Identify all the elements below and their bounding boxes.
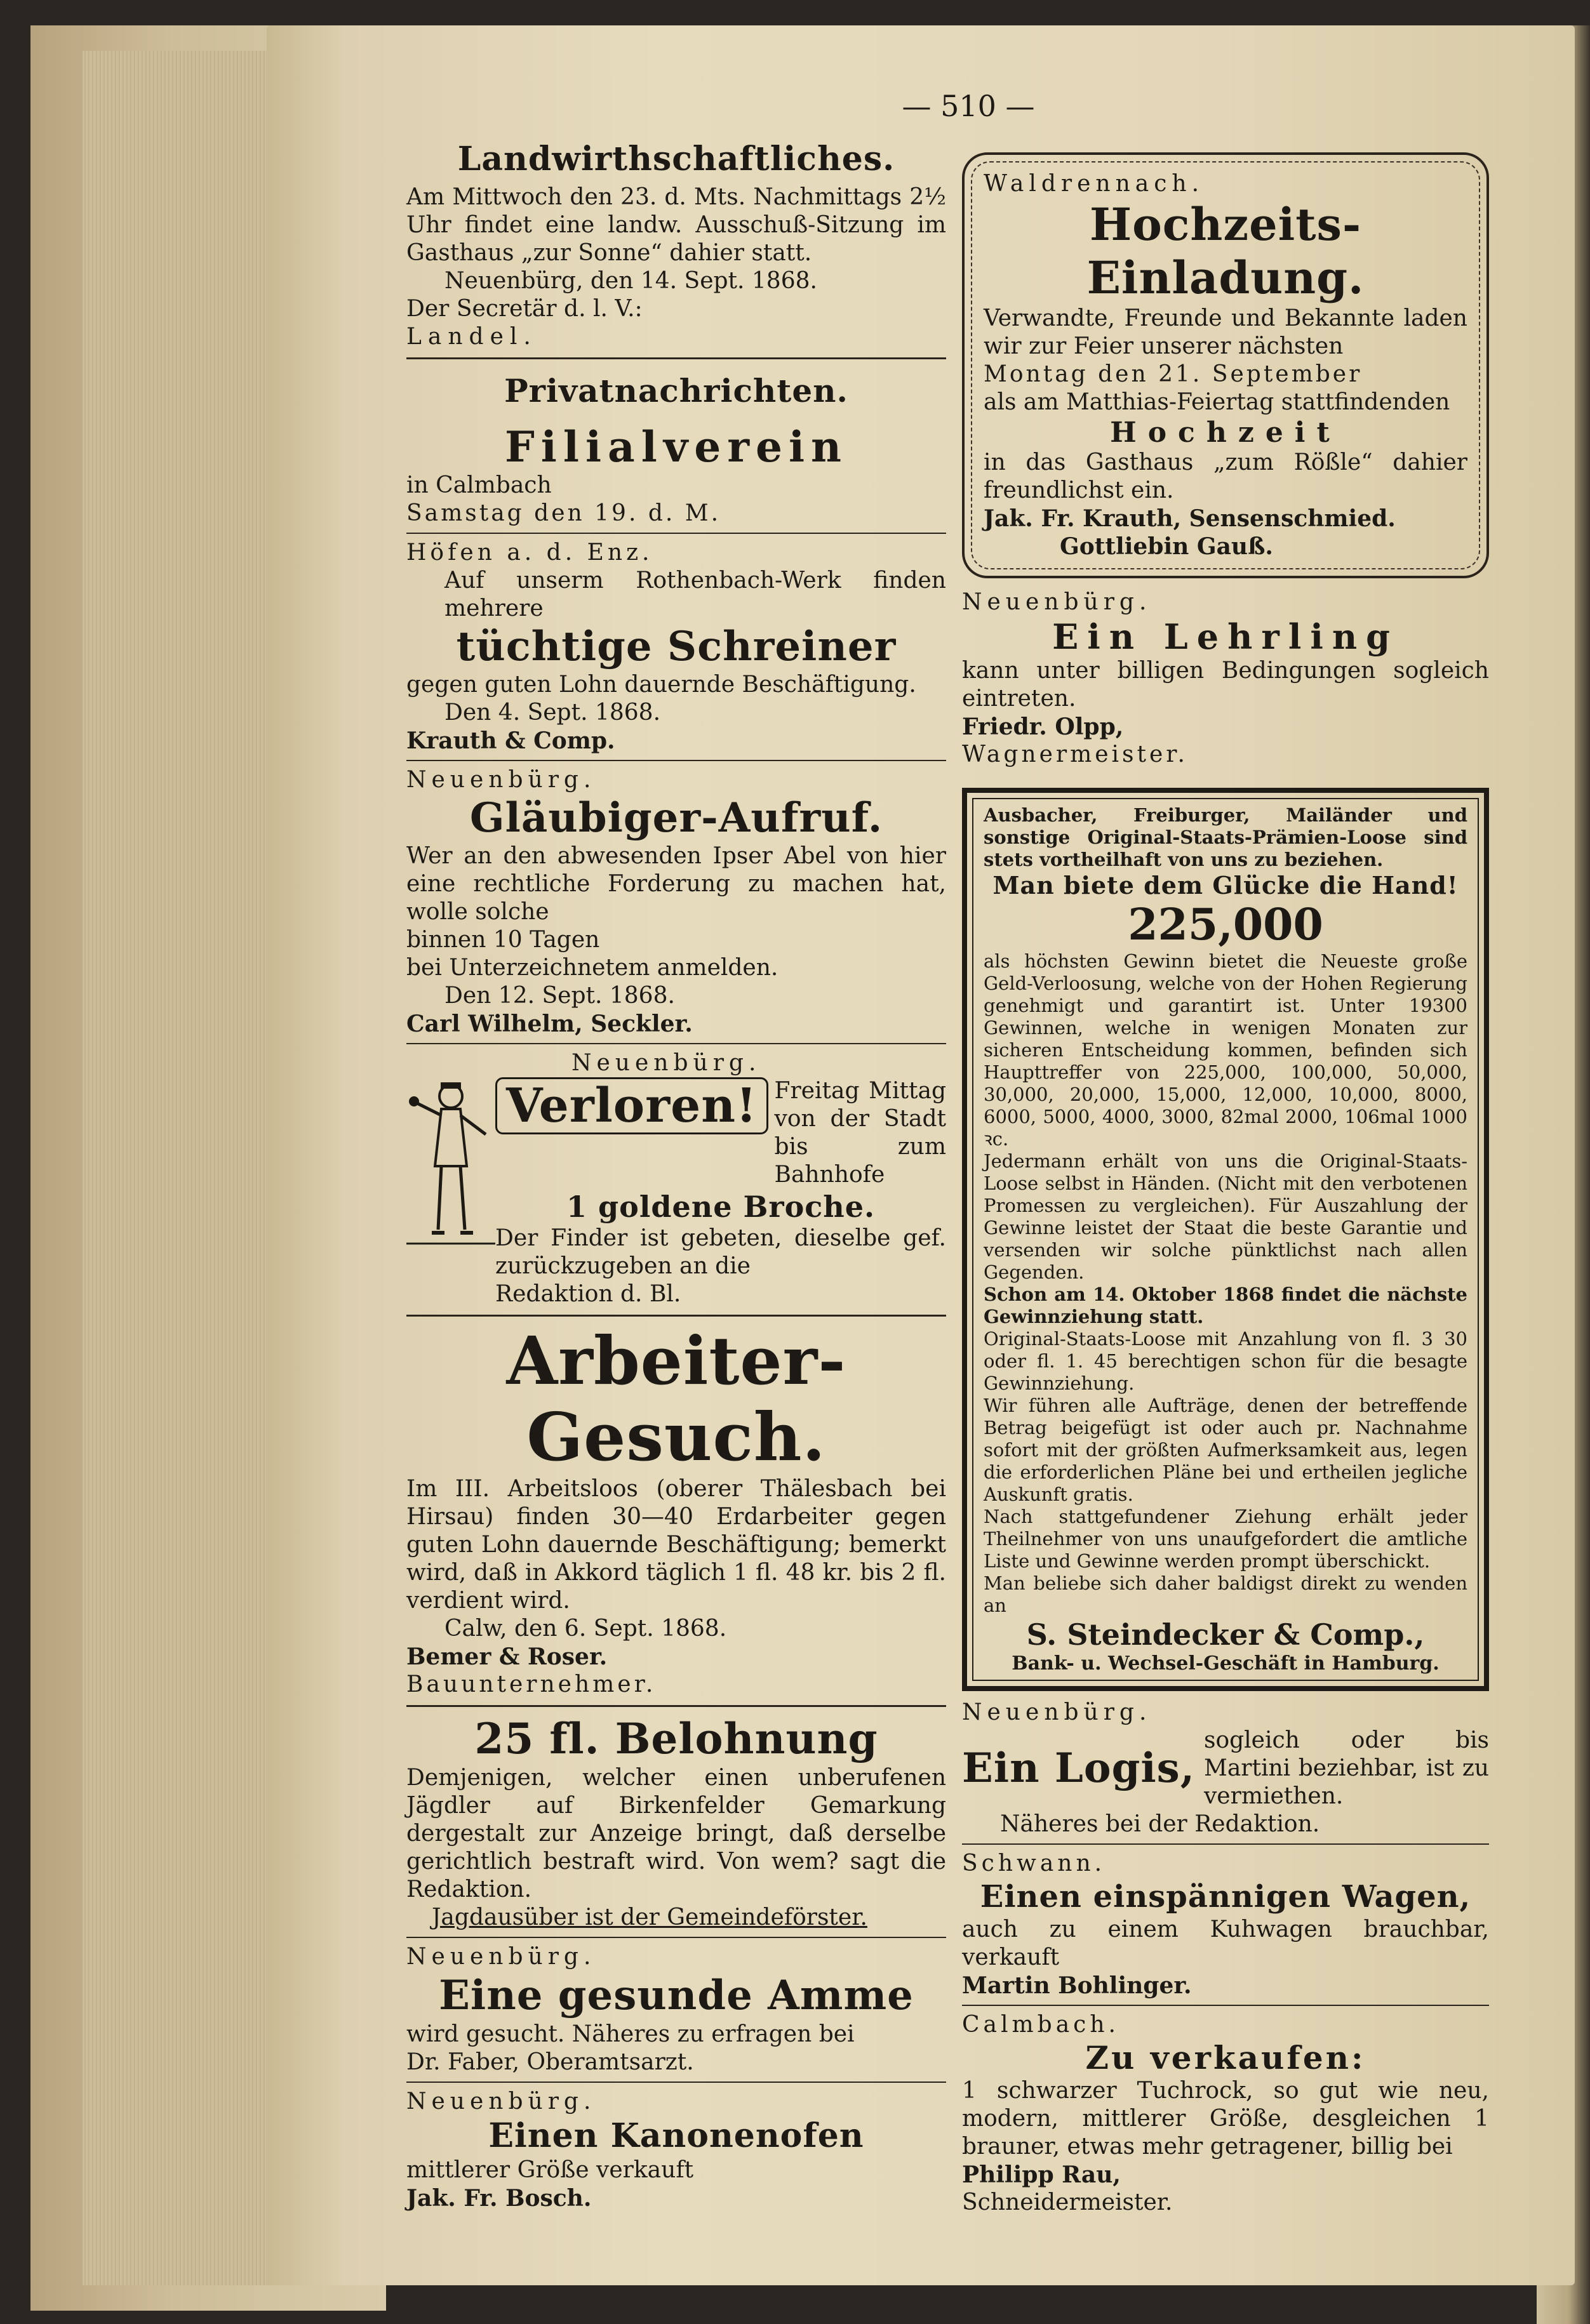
divider (406, 1705, 946, 1707)
right-column (962, 127, 1489, 2217)
divider (406, 533, 946, 534)
hochzeit-title: Hochzeits-Einladung. (1086, 198, 1365, 304)
divider (406, 357, 946, 359)
ofen-place: Neuenbürg. (406, 2088, 596, 2115)
hochzeit-sig2: Gottliebin Gauß. (1060, 533, 1273, 560)
privat-heading: Privatnachrichten. (504, 372, 848, 409)
logis-text: sogleich oder bis Martini beziehbar, ist zu vermiethen. (1203, 1727, 1489, 1809)
belohnung-text: Demjenigen, welcher einen unberufenen Jägdler auf Birkenfelder Gemarkung dergestalt zur Anzeige bringt, daß derselbe gerichtlich bestraft wird. Von wem? sagt die Redaktion. (406, 1765, 946, 1902)
glaeubiger-date: Den 12. Sept. 1868. (444, 983, 675, 1009)
landw-sig2: Landel. (406, 324, 537, 350)
verkaufen-title: Zu verkaufen: (1085, 2039, 1366, 2076)
wagen-place: Schwann. (962, 1850, 1106, 1876)
ofen-title: Einen Kanonenofen (488, 2116, 864, 2155)
notice-wagen (962, 1850, 1489, 2000)
logis-title: Ein Logis, (962, 1744, 1195, 1792)
hochzeit-date: Montag den 21. September (984, 361, 1363, 387)
hochzeit-text3: in das Gasthaus „zum Rößle“ dahier freundlichst ein. (984, 449, 1467, 503)
amme-title: Eine gesunde Amme (439, 1972, 914, 2019)
verloren-sig: Redaktion d. Bl. (495, 1281, 681, 1307)
verloren-box: Verloren! (495, 1077, 768, 1134)
notice-filialverein (406, 422, 946, 528)
town-crier-illustration (406, 1077, 495, 1249)
notice-belohnung (406, 1713, 946, 1932)
filial-line1: in Calmbach (406, 472, 552, 498)
glaeubiger-center: binnen 10 Tagen (406, 927, 600, 953)
lotterie-amount: 225,000 (1128, 900, 1323, 950)
schreiner-text1: Auf unserm Rothenbach-Werk finden mehrere (444, 568, 946, 621)
glaeubiger-text: Wer an den abwesenden Ipser Abel von hier eine rechtliche Forderung zu machen hat, wolle solche (406, 843, 946, 925)
notice-kanonenofen (406, 2088, 946, 2212)
hochzeit-text2: als am Matthias-Feiertag stattfindenden (984, 389, 1450, 415)
lotterie-p4: Original-Staats-Loose mit Anzahlung von fl. 3 30 oder fl. 1. 45 berechtigen schon für die besagte Gewinnziehung. (984, 1328, 1467, 1394)
notice-verkaufen (962, 2011, 1489, 2217)
belohnung-sig: Jagdausüber ist der Gemeindeförster. (432, 1904, 867, 1930)
ofen-text: mittlerer Größe verkauft (406, 2157, 694, 2183)
verkaufen-text: 1 schwarzer Tuchrock, so gut wie neu, modern, mittlerer Größe, desgleichen 1 brauner, etwas mehr getragener, billig bei (962, 2078, 1489, 2160)
wagen-sig: Martin Bohlinger. (962, 1972, 1192, 1999)
arbeiter-text: Im III. Arbeitsloos (oberer Thälesbach bei Hirsau) finden 30—40 Erdarbeiter gegen guten Lohn dauernde Beschäftigung; bemerkt wird, daß in Akkord täglich 1 fl. 48 kr. bis 2 fl. verdient wird. (406, 1476, 946, 1614)
lehrling-text: kann unter billigen Bedingungen sogleich eintreten. (962, 658, 1489, 712)
lotterie-p1: als höchsten Gewinn bietet die Neueste große Geld-Verloosung, welche von der Hohen Regierung genehmigt und garantirt ist. Unter 19300 Gewinnen, welche in wenigen Monaten zur sicheren Entscheidung kommen, befinden sich Haupttreffer von 225,000, 100,000, 50,000, 30,000, 20,000, 15,000, 12,000, 10,000, 8000, 6000, 5000, 4000, 3000, 82mal 2000, 106mal 1000 ꝛc. (984, 950, 1467, 1150)
schreiner-sig: Krauth & Comp. (406, 727, 615, 754)
hochzeit-place: Waldrennach. (984, 171, 1205, 197)
schreiner-date: Den 4. Sept. 1868. (444, 700, 661, 726)
amme-text: wird gesucht. Näheres zu erfragen bei (406, 2021, 855, 2047)
divider (406, 760, 946, 761)
hochzeit-sig1: Jak. Fr. Krauth, Sensenschmied. (984, 505, 1396, 532)
notice-glaeubiger (406, 766, 946, 1038)
notice-schreiner (406, 539, 946, 755)
notice-arbeiter-gesuch (406, 1323, 946, 1699)
lehrling-title: Ein Lehrling (1052, 616, 1399, 657)
glaeubiger-place: Neuenbürg. (406, 767, 596, 793)
notice-amme (406, 1943, 946, 2076)
glaeubiger-text2: bei Unterzeichnetem anmelden. (406, 955, 778, 981)
landw-date: Neuenbürg, den 14. Sept. 1868. (444, 268, 817, 294)
notice-logis (962, 1699, 1489, 1838)
lotterie-p2: Jedermann erhält von uns die Original-Staats-Loose selbst in Händen. (Nicht mit den verbotenen Promessen zu vergleichen). Für Auszahlung der Gewinne leistet der Staat die beste Garantie und versenden wir solche pünktlichst nach allen Gegenden. (984, 1150, 1467, 1283)
notice-hochzeit (962, 152, 1489, 578)
verkaufen-sig2: Schneidermeister. (962, 2189, 1173, 2215)
landw-text: Am Mittwoch den 23. d. Mts. Nachmittags 2½ Uhr findet eine landw. Ausschuß-Sitzung im Gasthaus „zur Sonne“ dahier statt. (406, 184, 946, 266)
notice-lotterie (962, 788, 1489, 1691)
amme-place: Neuenbürg. (406, 1944, 596, 1970)
verkaufen-sig1: Philipp Rau, (962, 2161, 1121, 2188)
arbeiter-date: Calw, den 6. Sept. 1868. (444, 1616, 727, 1642)
lotterie-p6: Nach stattgefundener Ziehung erhält jeder Theilnehmer von uns unaufgefordert die amtliche Liste und Gewinne werden prompt überschickt. (984, 1506, 1467, 1572)
landw-heading: Landwirthschaftliches. (457, 140, 895, 178)
divider (406, 1937, 946, 1938)
logis-text2: Näheres bei der Redaktion. (1000, 1811, 1320, 1837)
lotterie-lead: Ausbacher, Freiburger, Mailänder und sonstige Original-Staats-Prämien-Loose sind stets vortheilhaft von uns zu beziehen. (984, 804, 1467, 870)
notice-lehrling (962, 588, 1489, 769)
hochzeit-word: Hochzeit (1110, 416, 1341, 449)
arbeiter-sig2: Bauunternehmer. (406, 1671, 657, 1697)
wagen-text: auch zu einem Kuhwagen brauchbar, verkauft (962, 1916, 1489, 1970)
glaeubiger-sig: Carl Wilhelm, Seckler. (406, 1011, 693, 1037)
page-number: — 510 — (902, 89, 1035, 123)
divider (962, 1843, 1489, 1845)
verloren-text2: Der Finder ist gebeten, dieselbe gef. zurückzugeben an die (495, 1225, 946, 1279)
notice-verloren (406, 1049, 946, 1308)
verloren-place: Neuenbürg. (571, 1050, 761, 1076)
glaeubiger-title: Gläubiger-Aufruf. (469, 794, 883, 842)
lehrling-place: Neuenbürg. (962, 589, 1152, 615)
amme-sig: Dr. Faber, Oberamtsarzt. (406, 2049, 694, 2075)
belohnung-title: 25 fl. Belohnung (474, 1714, 878, 1763)
lotterie-p3: Schon am 14. Oktober 1868 findet die nächste Gewinnziehung statt. (984, 1284, 1467, 1327)
wagen-title: Einen einspännigen Wagen, (980, 1879, 1471, 1915)
schreiner-title: tüchtige Schreiner (456, 623, 897, 670)
verkaufen-place: Calmbach. (962, 2012, 1119, 2038)
lehrling-sig1: Friedr. Olpp, (962, 714, 1124, 740)
lotterie-slogan: Man biete dem Glücke die Hand! (992, 871, 1459, 900)
lotterie-firm2: Bank- u. Wechsel-Geschäft in Hamburg. (1012, 1652, 1440, 1675)
left-column (406, 127, 946, 2212)
ofen-sig: Jak. Fr. Bosch. (406, 2185, 592, 2212)
lotterie-p7: Man beliebe sich daher baldigst direkt zu wenden an (984, 1572, 1467, 1616)
divider (406, 1315, 946, 1317)
divider (406, 2082, 946, 2083)
divider (962, 2005, 1489, 2006)
hochzeit-text1: Verwandte, Freunde und Bekannte laden wir zur Feier unserer nächsten (984, 305, 1467, 359)
landw-sig1: Der Secretär d. l. V.: (406, 296, 643, 322)
schreiner-place: Höfen a. d. Enz. (406, 540, 653, 566)
filial-title: Filialverein (504, 422, 848, 472)
lehrling-sig2: Wagnermeister. (962, 741, 1188, 767)
arbeiter-title: Arbeiter-Gesuch. (506, 1322, 846, 1476)
lotterie-p5: Wir führen alle Aufträge, denen der betreffende Betrag beigefügt ist oder auch pr. Nachnahme sofort mit der größten Aufmerksamkeit aus, legen die erforderlichen Pläne bei und ertheilen jegliche Auskunft gratis. (984, 1395, 1467, 1505)
filial-line2: Samstag den 19. d. M. (406, 500, 721, 526)
arbeiter-sig1: Bemer & Roser. (406, 1643, 608, 1670)
notice-landwirthschaftliches (406, 140, 946, 351)
logis-place: Neuenbürg. (962, 1699, 1152, 1725)
divider (406, 1043, 946, 1044)
verloren-text1: Freitag Mittag von der Stadt bis zum Bahnhofe (774, 1078, 946, 1188)
verloren-title: 1 goldene Broche. (566, 1190, 876, 1224)
schreiner-text2: gegen guten Lohn dauernde Beschäftigung. (406, 672, 916, 698)
lotterie-firm: S. Steindecker & Comp., (1026, 1617, 1425, 1652)
